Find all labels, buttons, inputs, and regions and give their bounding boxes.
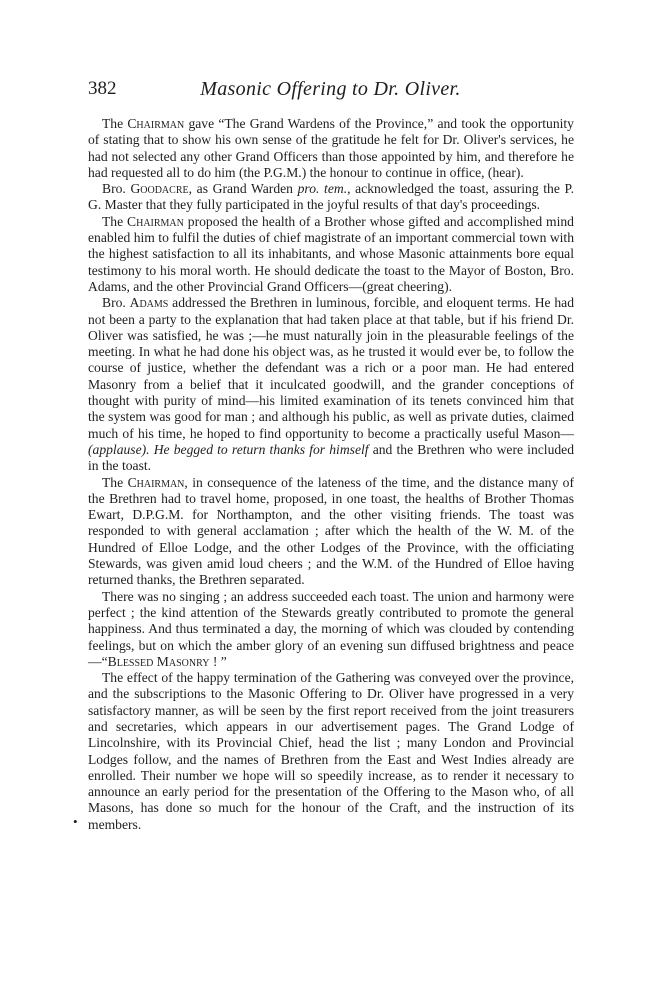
paragraph-1: The Chairman gave “The Grand Wardens of the Province,” and took the opportunity of stating that to show his own sense of the gratitude he felt for Dr. Oliver's services, he had not selected any other Grand Officers than those appointed by him, and therefore he had requested all to do him (the P.G.M.) the honour to continue in office, (hear). (88, 116, 574, 180)
closing-exclamation: Blessed Masonry (107, 653, 210, 669)
speaker-name: Chairman (127, 474, 185, 490)
speaker-name: Chairman (127, 213, 184, 229)
speaker-name: Goodacre (130, 181, 189, 197)
paragraph-3: The Chairman proposed the health of a Brother whose gifted and accomplished mind enabled him to fulfil the duties of chief magistrate of an important commercial town with the highest satisfaction to all its inhabitants, and whose Masonic attainments bore equal testimony to his moral worth. He should dedicate the toast to the Mayor of Boston, Bro. Adams, and the other Provincial Grand Officers—(great cheering). (88, 213, 574, 294)
body-text (88, 116, 574, 833)
speaker-name: Adams (129, 295, 169, 311)
paragraph-2: Bro. Goodacre, as Grand Warden pro. tem., acknowledged the toast, assuring the P. G. Master that they fully participated in the joyful results of that day's proceedings. (88, 181, 574, 213)
paragraph-4: Bro. Adams addressed the Brethren in luminous, forcible, and eloquent terms. He had not been a party to the explanation that had taken place at that table, but if his friend Dr. Oliver was satisfied, he was ;—he must naturally join in the pleasurable feelings of the meeting. In what he had done his object was, as he trusted it would ever be, to follow the course of justice, whether the defendant was a rich or a poor man. He had entered Masonry from a belief that it inculcated goodwill, and the grander conceptions of thought with purity of mind—his limited examination of its tenets convinced him that the system was good for man ; and although his public, as well as private duties, claimed much of his time, he hoped to find opportunity to become a practically useful Mason—(applause). He begged to return thanks for himself and the Brethren who were included in the toast. (88, 295, 575, 474)
speaker-name: Chairman (127, 116, 185, 131)
paragraph-7: The effect of the happy termination of the Gathering was conveyed over the province, and the subscriptions to the Masonic Offering to Dr. Oliver have progressed in a very satisfactory manner, as will be seen by the first report received from the joint treasurers and secretaries, which appears in our advertisement pages. The Grand Lodge of Lincolnshire, with its Provincial Chief, head the list ; many London and Provincial Lodges follow, and the names of Brethren from the East and West Indies already are enrolled. Their number we hope will so speedily increase, as to render it necessary to announce an early period for the presentation of the Offering to the Mason who, of all Masons, has done so much for the honour of the Craft, and the instruction of its members. (88, 670, 574, 832)
margin-mark: • (73, 814, 78, 829)
page-header (88, 78, 573, 102)
running-title: Masonic Offering to Dr. Oliver. (200, 78, 461, 100)
paragraph-6: There was no singing ; an address succeeded each toast. The union and harmony were perfect ; the kind attention of the Stewards greatly contributed to promote the general happiness. And thus terminated a day, the morning of which was clouded by contending feelings, but on which the amber glory of an evening sun diffused brightness and peace—“Blessed Masonry ! ” (88, 588, 574, 669)
page-number: 382 (88, 78, 117, 99)
paragraph-5: The Chairman, in consequence of the lateness of the time, and the distance many of the Brethren had to travel home, proposed, in one toast, the healths of Brother Thomas Ewart, D.P.G.M. for Northampton, and the other visiting friends. The toast was responded to with general acclamation ; after which the health of the W. M. of the Hundred of Elloe Lodge, and the other Lodges of the Province, with the officiating Stewards, was given amid loud cheers ; and the W.M. of the Hundred of Elloe having returned thanks, the Brethren separated. (88, 474, 574, 588)
